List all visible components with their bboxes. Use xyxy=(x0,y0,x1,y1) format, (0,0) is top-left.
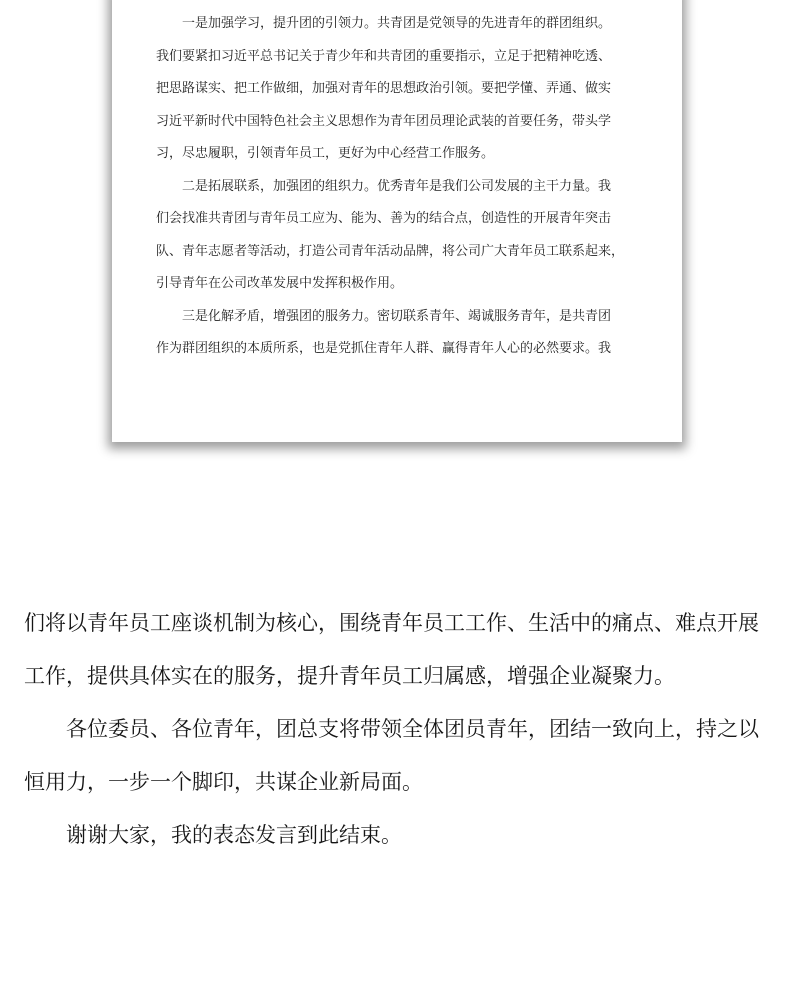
preview-text-line: 把思路谋实、把工作做细，加强对青年的思想政治引领。要把学懂、弄通、做实 xyxy=(156,81,612,96)
preview-text-line: 们会找准共青团与青年员工应为、能为、善为的结合点，创造性的开展青年突击 xyxy=(156,211,612,226)
document-body-text xyxy=(24,597,784,862)
preview-text-line: 三是化解矛盾，增强团的服务力。密切联系青年、竭诚服务青年，是共青团 xyxy=(182,308,612,324)
preview-text-line: 引导青年在公司改革发展中发挥积极作用。 xyxy=(156,276,404,291)
document-page-preview xyxy=(112,0,682,442)
body-text-line: 恒用力，一步一个脚印，共谋企业新局面。 xyxy=(24,770,423,794)
preview-text-line: 二是拓展联系，加强团的组织力。优秀青年是我们公司发展的主干力量。我 xyxy=(182,178,612,194)
preview-text-line: 习近平新时代中国特色社会主义思想作为青年团员理论武装的首要任务，带头学 xyxy=(156,113,612,129)
body-text-line: 各位委员、各位青年，团总支将带领全体团员青年，团结一致向上，持之以 xyxy=(66,717,759,741)
preview-text-block xyxy=(156,8,656,366)
body-text-line: 工作，提供具体实在的服务，提升青年员工归属感，增强企业凝聚力。 xyxy=(24,664,675,688)
body-text-line: 谢谢大家，我的表态发言到此结束。 xyxy=(66,823,402,847)
preview-text-line: 一是加强学习，提升团的引领力。共青团是党领导的先进青年的群团组织。 xyxy=(182,16,612,31)
body-text-line: 们将以青年员工座谈机制为核心，围绕青年员工工作、生活中的痛点、难点开展 xyxy=(24,611,759,635)
preview-text-line: 我们要紧扣习近平总书记关于青少年和共青团的重要指示，立足于把精神吃透、 xyxy=(156,48,612,64)
preview-text-line: 作为群团组织的本质所系，也是党抓住青年人群、赢得青年人心的必然要求。我 xyxy=(156,341,612,356)
preview-text-line: 习，尽忠履职，引领青年员工，更好为中心经营工作服务。 xyxy=(156,146,495,161)
preview-text-line: 队、青年志愿者等活动，打造公司青年活动品牌，将公司广大青年员工联系起来， xyxy=(156,243,625,259)
